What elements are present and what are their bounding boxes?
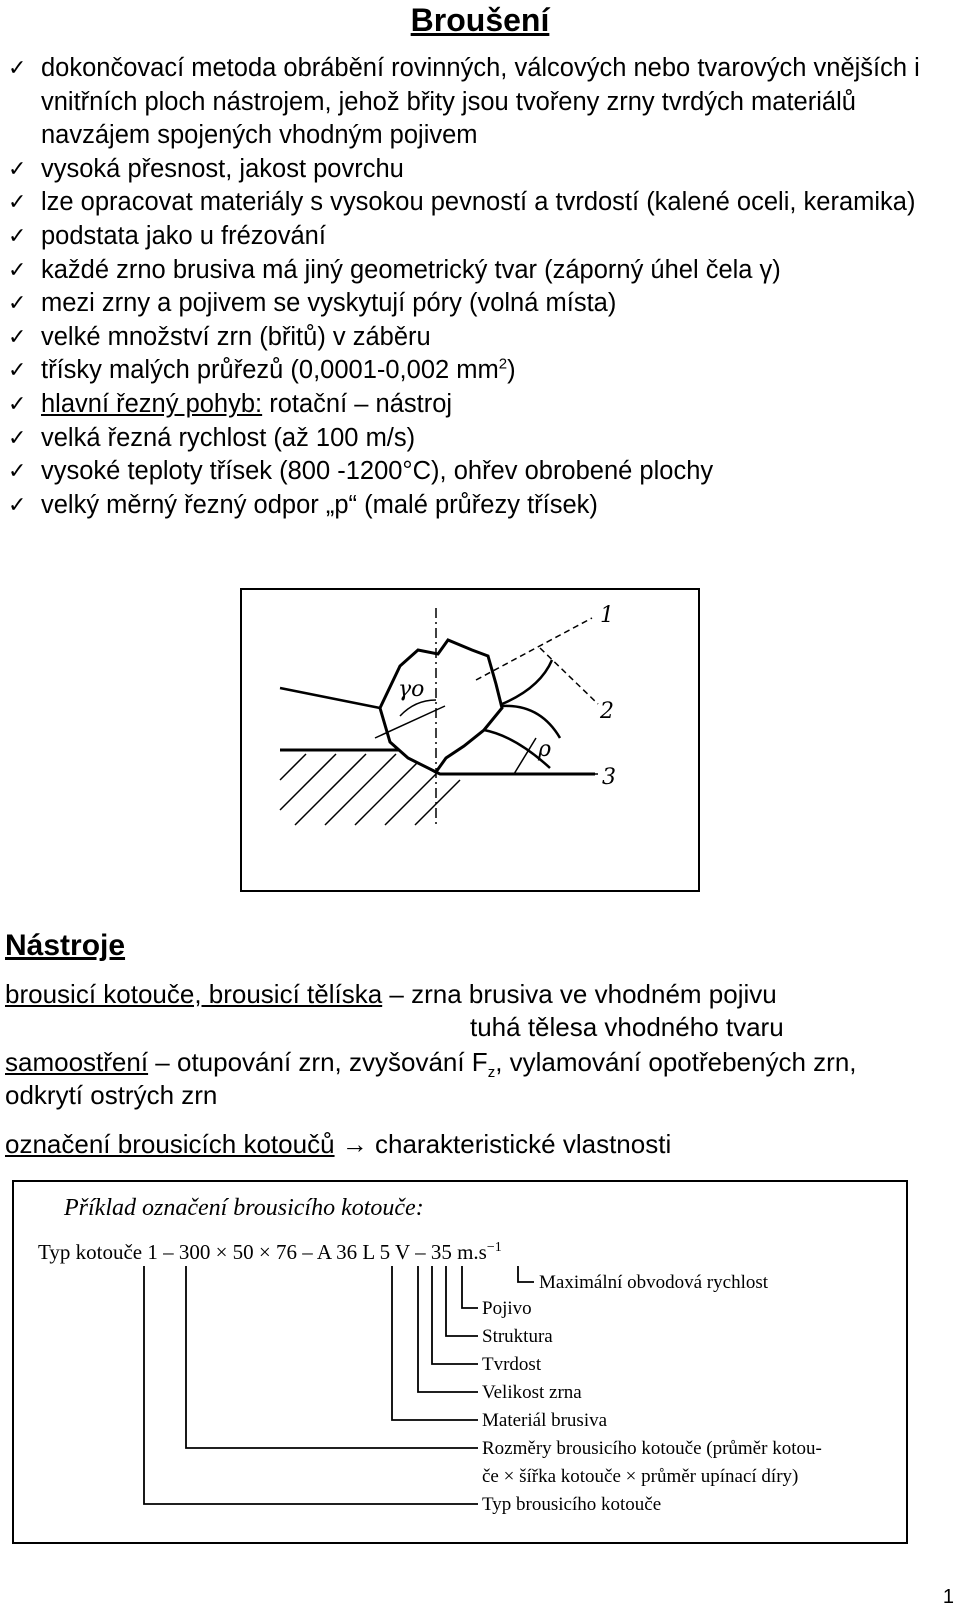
list-item: ✓ velký měrný řezný odpor „p“ (malé průřezy třísek) [8, 489, 938, 523]
grinding-grain-figure [240, 588, 700, 892]
list-item: ✓ každé zrno brusiva má jiný geometrický tvar (záporný úhel čela γ) [8, 254, 938, 288]
checkmark-icon: ✓ [8, 492, 27, 518]
svg-text:Velikost zrna: Velikost zrna [482, 1382, 582, 1403]
list-item: ✓ velké množství zrn (břitů) v záběru [8, 321, 938, 355]
list-item: ✓ podstata jako u frézování [8, 220, 938, 254]
gamma-label: γo [398, 677, 425, 702]
checkmark-icon: ✓ [8, 358, 27, 384]
checkmark-icon: ✓ [8, 391, 27, 417]
svg-text:Pojivo: Pojivo [482, 1298, 532, 1319]
checkmark-icon: ✓ [8, 324, 27, 350]
checkmark-icon: ✓ [8, 291, 27, 317]
list-item: ✓ velká řezná rychlost (až 100 m/s) [8, 422, 938, 456]
list-item: ✓ vysoké teploty třísek (800 -1200°C), ohřev obrobené plochy [8, 455, 938, 489]
checkmark-icon: ✓ [8, 459, 27, 485]
checkmark-icon: ✓ [8, 223, 27, 249]
figure2-heading: Příklad označení brousicího kotouče: [64, 1195, 424, 1221]
checkmark-icon: ✓ [8, 425, 27, 451]
svg-text:Maximální obvodová rychlost: Maximální obvodová rychlost [539, 1272, 769, 1293]
checkmark-icon: ✓ [8, 257, 27, 283]
designation-paragraph: označení brousicích kotoučů → charakteristické vlastnosti [5, 1129, 672, 1159]
list-item: ✓ třísky malých průřezů (0,0001-0,002 $mm^2$) [8, 354, 938, 388]
label-2: 2 [600, 699, 614, 724]
list-item: ✓ hlavní řezný pohyb: rotační – nástroj [8, 388, 938, 422]
list-item: ✓ dokončovací metoda obrábění rovinných, válcových nebo tvarových vnějších i vnitřních ploch nástrojem, jehož břity jsou tvořeny zrny tvrdých materiálů navzájem spojených vhodným pojivem [8, 54, 920, 150]
svg-text:Tvrdost: Tvrdost [482, 1354, 542, 1375]
svg-text:Materiál brusiva: Materiál brusiva [482, 1410, 608, 1431]
svg-text:Typ brousicího kotouče: Typ brousicího kotouče [482, 1494, 662, 1515]
list-item: ✓ mezi zrny a pojivem se vyskytují póry (volná místa) [8, 287, 938, 321]
svg-text:Rozměry brousicího kotouče (pr: Rozměry brousicího kotouče (průměr kotou- [482, 1438, 822, 1459]
section-title-tools: Nástroje [5, 929, 126, 962]
svg-text:če × šířka kotouče × průměr up: če × šířka kotouče × průměr upínací díry) [482, 1466, 799, 1487]
self-sharpening-paragraph: samoostření – otupování zrn, zvyšování $F_z$, vylamování opotřebených zrn, odkrytí ostrých zrn [5, 1047, 857, 1110]
checkmark-icon: ✓ [8, 190, 27, 216]
label-1: 1 [600, 603, 614, 628]
page-title: Broušení [410, 2, 550, 38]
list-item: ✓ lze opracovat materiály s vysokou pevností a tvrdostí (kalené oceli, keramika) [8, 186, 938, 220]
svg-text:Struktura: Struktura [482, 1326, 553, 1347]
property-list [8, 52, 938, 522]
checkmark-icon: ✓ [8, 156, 27, 182]
label-3: 3 [602, 765, 616, 790]
wheel-designation-figure [12, 1180, 908, 1544]
rho-label: ρ [538, 737, 551, 762]
tools-paragraph: brousicí kotouče, brousicí tělíska – zrna brusiva ve vhodném pojivu tuhá tělesa vhodného tvaru [5, 979, 784, 1042]
designation-line: Typ kotouče 1 – 300 × 50 × 76 – A 36 L 5 V – 35 $m.s^{-1}$ [38, 1240, 502, 1264]
checkmark-icon: ✓ [8, 56, 27, 81]
list-item: ✓ vysoká přesnost, jakost povrchu [8, 153, 938, 187]
page-number: 1 [942, 1586, 954, 1608]
